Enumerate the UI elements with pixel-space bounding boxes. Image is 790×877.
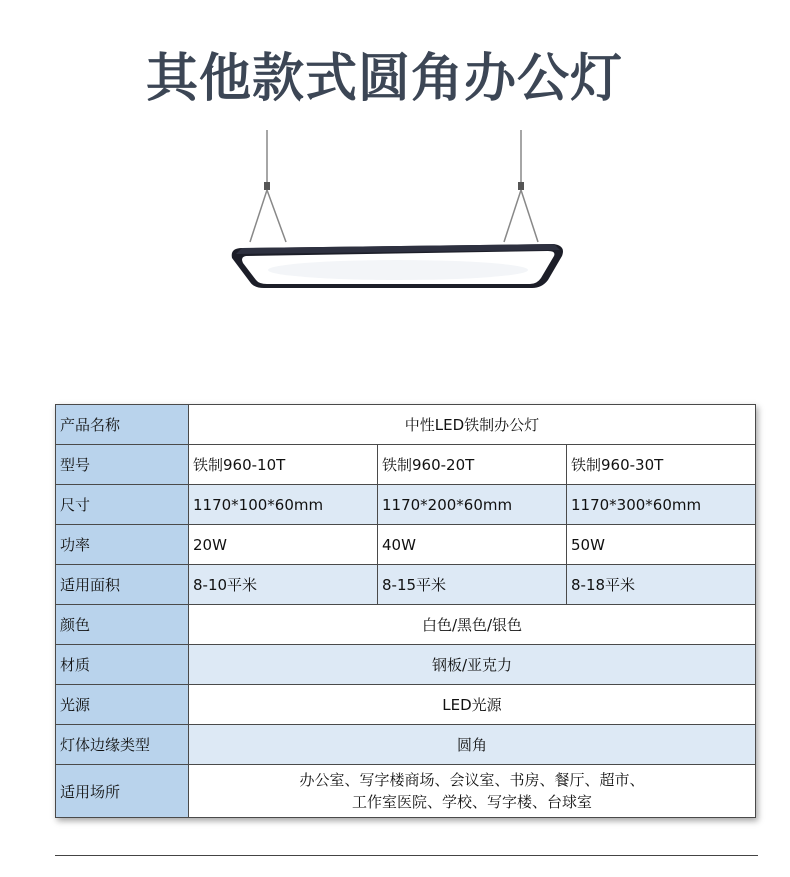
cell-value: 铁制960-10T [189, 445, 378, 485]
row-label: 尺寸 [56, 485, 189, 525]
table-row [56, 405, 756, 445]
cell-value: 1170*100*60mm [189, 485, 378, 525]
cell-value [189, 765, 756, 818]
cell-value: 铁制960-20T [378, 445, 567, 485]
table-row [56, 605, 756, 645]
cell-value: 20W [189, 525, 378, 565]
row-label: 产品名称 [56, 405, 189, 445]
page-title: 其他款式圆角办公灯 [146, 49, 624, 109]
places-line: 办公室、写字楼商场、会议室、书房、餐厅、超市、 [299, 771, 645, 789]
cell-value: 铁制960-30T [567, 445, 756, 485]
table-row [56, 765, 756, 818]
divider [55, 855, 758, 856]
table-row [56, 645, 756, 685]
cell-value: 圆角 [189, 725, 756, 765]
table-row [56, 565, 756, 605]
pendant-lamp-image [220, 130, 570, 300]
table-row [56, 525, 756, 565]
cell-value: 1170*200*60mm [378, 485, 567, 525]
row-label: 适用面积 [56, 565, 189, 605]
table-row [56, 445, 756, 485]
cell-value: 8-18平米 [567, 565, 756, 605]
cell-value: LED光源 [189, 685, 756, 725]
cell-value: 中性LED铁制办公灯 [189, 405, 756, 445]
row-label: 材质 [56, 645, 189, 685]
cell-value: 1170*300*60mm [567, 485, 756, 525]
row-label: 功率 [56, 525, 189, 565]
table-row [56, 725, 756, 765]
row-label: 光源 [56, 685, 189, 725]
spec-table [55, 404, 756, 818]
table-row [56, 685, 756, 725]
places-line: 工作室医院、学校、写字楼、台球室 [351, 793, 592, 811]
cell-value: 8-10平米 [189, 565, 378, 605]
cell-value: 40W [378, 525, 567, 565]
cell-value: 钢板/亚克力 [189, 645, 756, 685]
row-label: 灯体边缘类型 [56, 725, 189, 765]
table-row [56, 485, 756, 525]
cell-value: 8-15平米 [378, 565, 567, 605]
row-label: 颜色 [56, 605, 189, 645]
cell-value: 白色/黑色/银色 [189, 605, 756, 645]
cell-value: 50W [567, 525, 756, 565]
row-label: 适用场所 [56, 765, 189, 818]
row-label: 型号 [56, 445, 189, 485]
